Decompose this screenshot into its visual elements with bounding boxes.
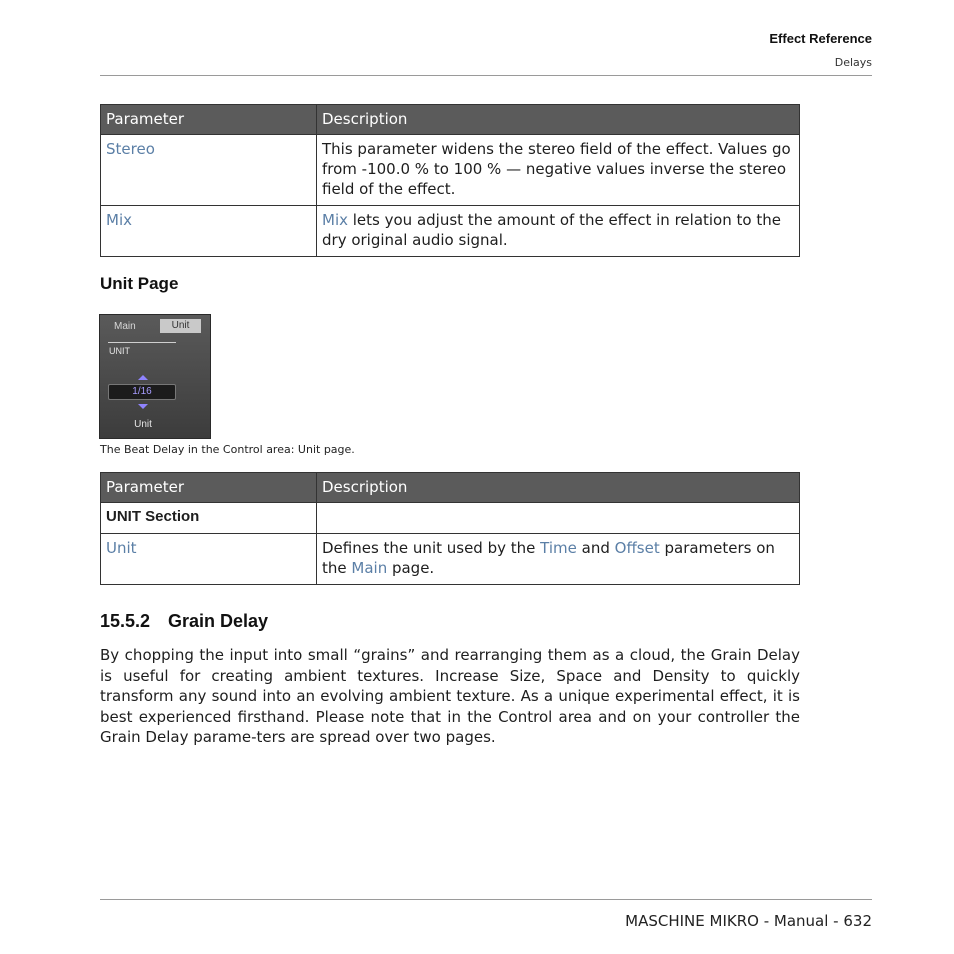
- description-cell: [317, 534, 800, 585]
- section-label-unit: UNIT: [109, 346, 130, 356]
- running-header-title: Effect Reference: [769, 31, 872, 46]
- control-area-screenshot: [99, 314, 211, 439]
- table-header-row: [101, 105, 800, 135]
- section-title: Grain Delay: [168, 611, 269, 631]
- description-text: parameters on the: [322, 539, 775, 577]
- parameter-link-mix[interactable]: Mix: [106, 211, 132, 229]
- table-section-row: [101, 503, 800, 534]
- column-header-parameter: Parameter: [101, 105, 317, 135]
- section-divider: [108, 342, 176, 343]
- table-row: [101, 206, 800, 257]
- parameter-cell: [101, 135, 317, 206]
- footer-rule: [100, 899, 872, 900]
- inline-link-main[interactable]: Main: [351, 559, 388, 577]
- arrow-down-icon[interactable]: [138, 404, 148, 409]
- section-cell: UNIT Section: [101, 503, 317, 534]
- tab-main[interactable]: Main: [114, 321, 136, 332]
- column-header-parameter: Parameter: [101, 473, 317, 503]
- description-text: Defines the unit used by the: [322, 539, 541, 557]
- column-header-description: Description: [317, 473, 800, 503]
- header-rule: [100, 75, 872, 76]
- description-text: and: [576, 539, 615, 557]
- unit-value-display[interactable]: 1/16: [108, 384, 176, 400]
- page-footer: MASCHINE MIKRO - Manual - 632: [625, 912, 872, 930]
- table-header-row: [101, 473, 800, 503]
- empty-cell: [317, 503, 800, 534]
- running-header-subtitle: Delays: [834, 56, 872, 69]
- inline-link-mix[interactable]: Mix: [322, 211, 348, 229]
- tab-unit[interactable]: Unit: [160, 319, 201, 333]
- description-text: page.: [387, 559, 435, 577]
- section-heading: [100, 611, 268, 632]
- description-text: lets you adjust the amount of the effect in relation to the dry original audio signal.: [322, 211, 781, 249]
- inline-link-offset[interactable]: Offset: [614, 539, 660, 557]
- subsection-heading-unit-page: Unit Page: [100, 274, 179, 293]
- parameter-cell: [101, 534, 317, 585]
- table-row: [101, 534, 800, 585]
- column-header-description: Description: [317, 105, 800, 135]
- parameter-table-unit: [100, 472, 800, 585]
- body-paragraph: By chopping the input into small “grains” and rearranging them as a cloud, the Grain Delay is useful for creating ambient textures. Increase Size, Space and Density to quickly transform any sound into an evolving ambient texture. As a unique experimental effect, it is best experienced firsthand. Please note that in the Control area and on your controller the Grain Delay parame-ters are spread over two pages.: [100, 646, 800, 746]
- parameter-table-main: [100, 104, 800, 257]
- arrow-up-icon[interactable]: [138, 375, 148, 380]
- inline-link-time[interactable]: Time: [540, 539, 577, 557]
- description-cell: [317, 206, 800, 257]
- parameter-cell: [101, 206, 317, 257]
- parameter-link-stereo[interactable]: Stereo: [106, 140, 155, 158]
- figure-caption: The Beat Delay in the Control area: Unit page.: [100, 443, 355, 456]
- description-cell: This parameter widens the stereo field of the effect. Values go from -100.0 % to 100 % — negative values inverse the stereo field of the effect.: [317, 135, 800, 206]
- parameter-label-unit: Unit: [134, 419, 152, 430]
- table-row: [101, 135, 800, 206]
- parameter-link-unit[interactable]: Unit: [106, 539, 137, 557]
- section-number: 15.5.2: [100, 611, 151, 631]
